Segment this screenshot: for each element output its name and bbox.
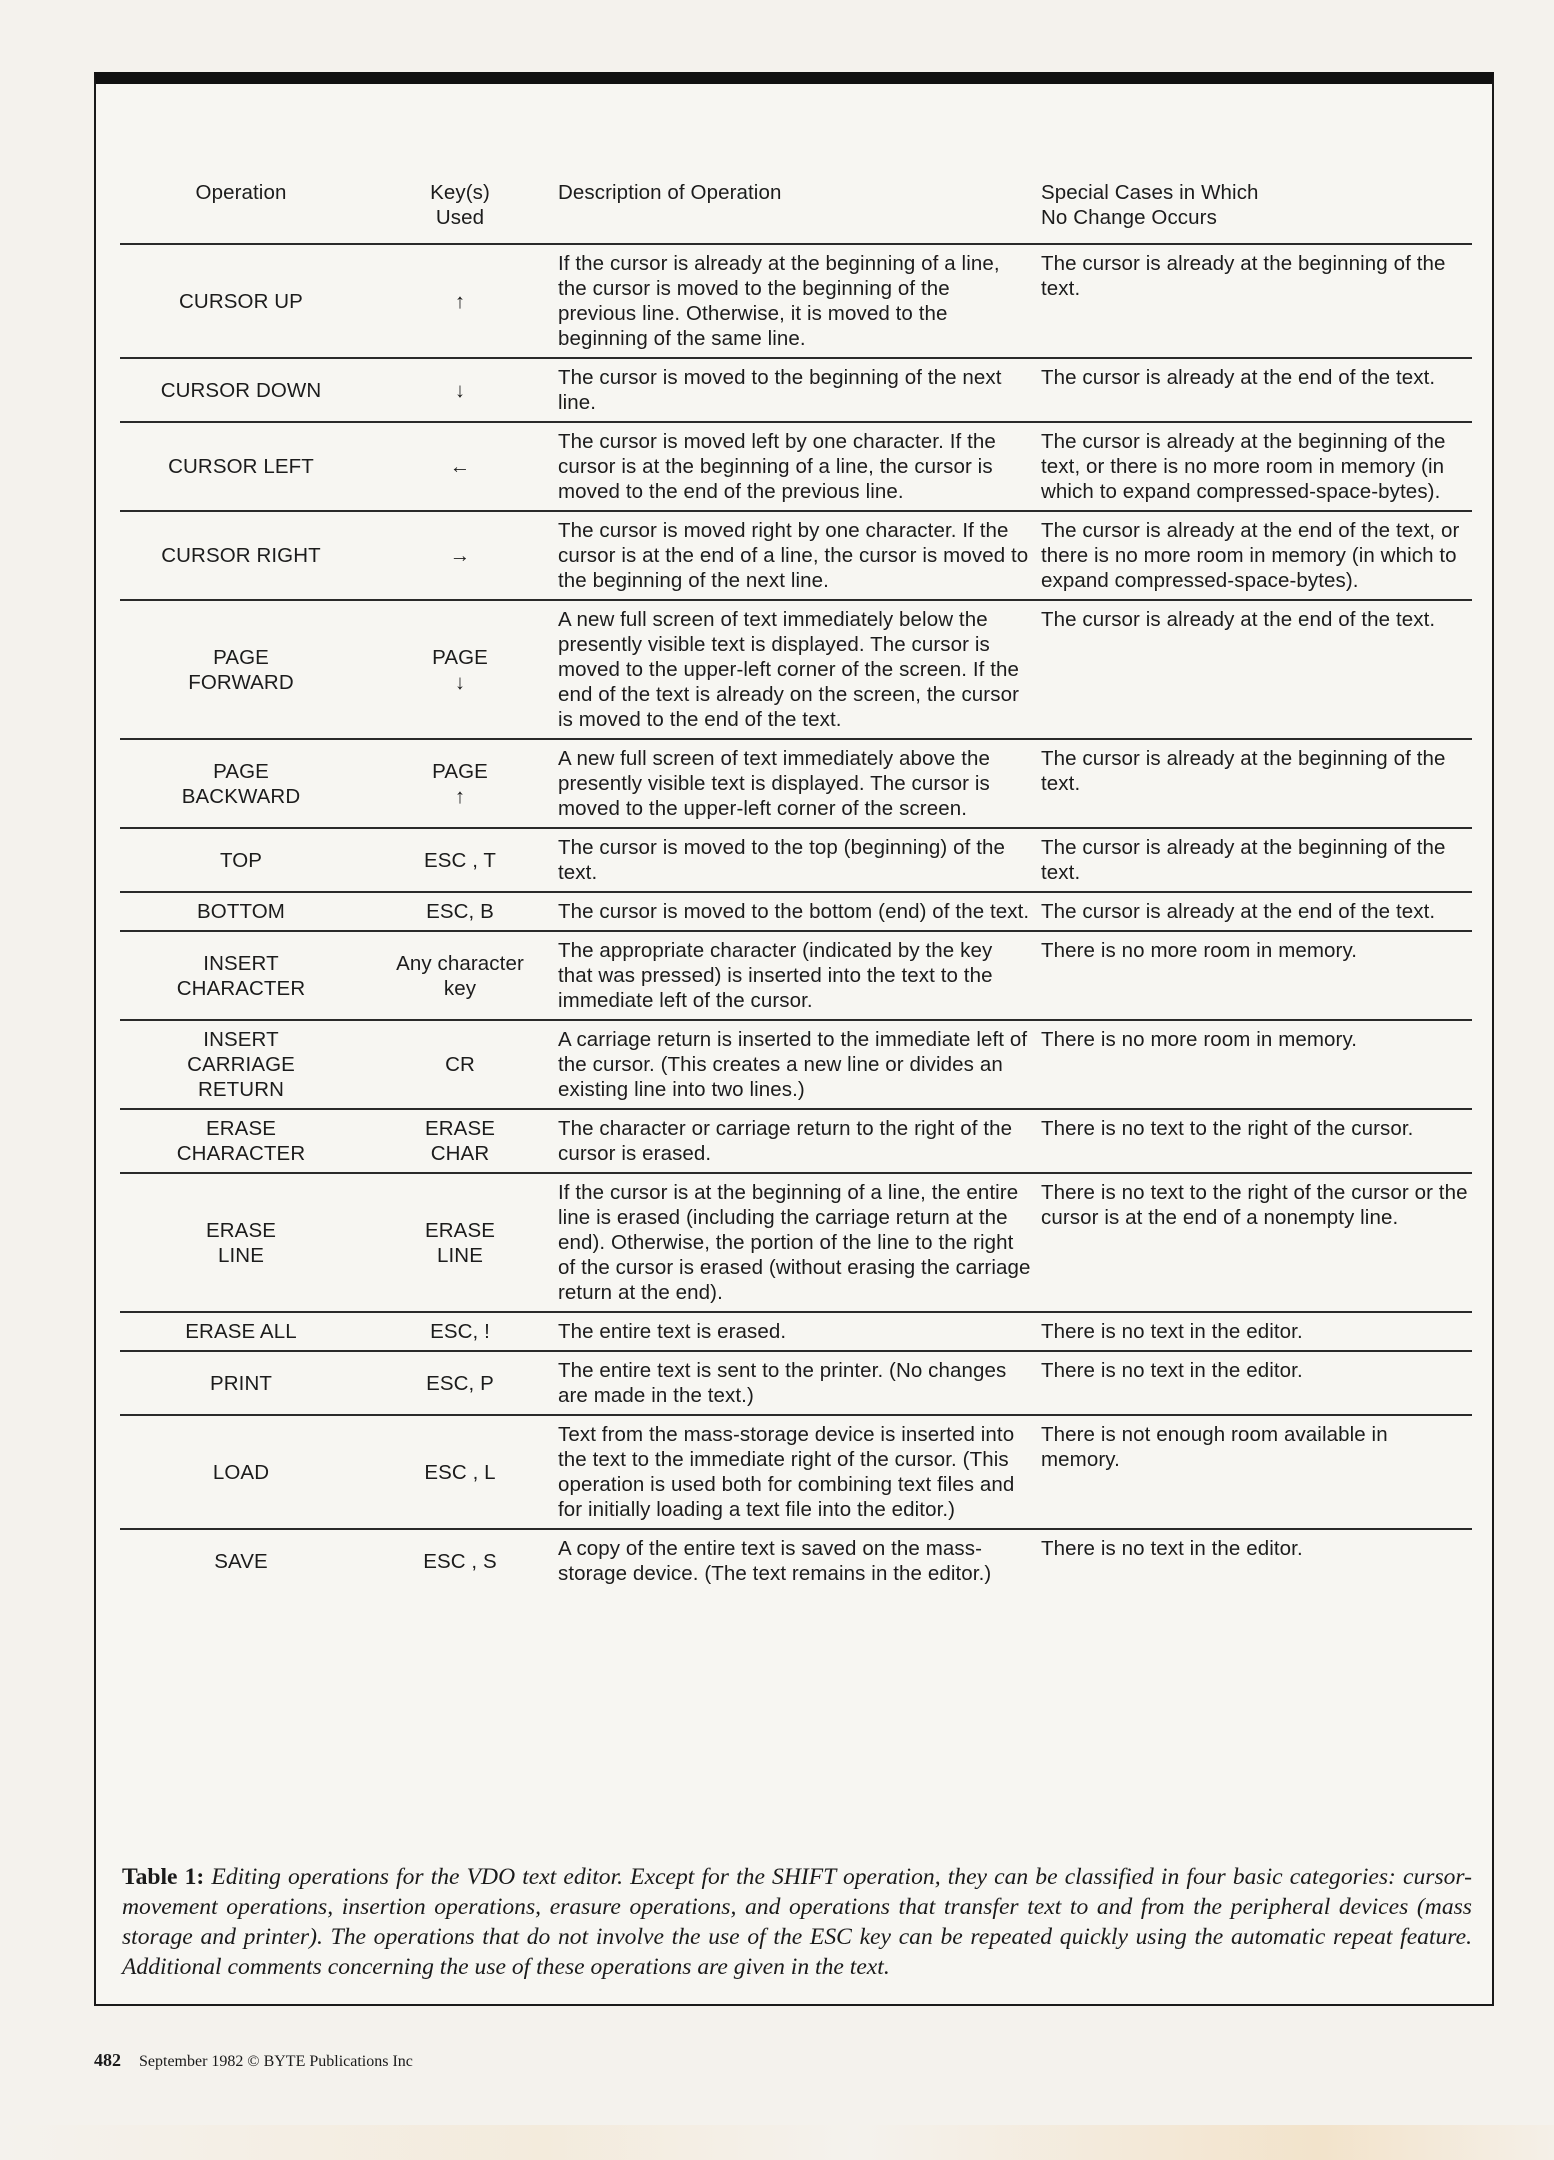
footer-credit: September 1982 © BYTE Publications Inc [139, 2053, 413, 2070]
special-case-cell: There is not enough room available in memory. [1041, 1415, 1472, 1529]
operation-cell: ERASE CHARACTER [120, 1109, 362, 1173]
special-case-cell: The cursor is already at the end of the text. [1041, 600, 1472, 739]
special-case-cell: There is no more room in memory. [1041, 1020, 1472, 1109]
keys-cell: ← [362, 422, 558, 511]
special-case-cell: The cursor is already at the beginning of the text, or there is no more room in memory (in which to expand compressed-space-bytes). [1041, 422, 1472, 511]
operation-cell: PAGE FORWARD [120, 600, 362, 739]
description-cell: A carriage return is inserted to the immediate left of the cursor. (This creates a new line or divides an existing line into two lines.) [558, 1020, 1041, 1109]
description-cell: The cursor is moved to the beginning of the next line. [558, 358, 1041, 422]
description-cell: If the cursor is at the beginning of a line, the entire line is erased (including the carriage return at the end). Otherwise, the portion of the line to the right of the cursor is erased (without erasing the carriage return at the end). [558, 1173, 1041, 1312]
special-case-cell: The cursor is already at the end of the text. [1041, 358, 1472, 422]
operation-cell: INSERT CARRIAGE RETURN [120, 1020, 362, 1109]
description-cell: If the cursor is already at the beginning of a line, the cursor is moved to the beginning of the previous line. Otherwise, it is moved to the beginning of the same line. [558, 244, 1041, 358]
page-number: 482 [94, 2050, 121, 2070]
table-row [120, 600, 1472, 739]
keys-cell: ERASE CHAR [362, 1109, 558, 1173]
special-case-cell: The cursor is already at the beginning of the text. [1041, 828, 1472, 892]
header-description: Description of Operation [558, 180, 1041, 244]
keys-cell: PAGE ↑ [362, 739, 558, 828]
description-cell: The entire text is erased. [558, 1312, 1041, 1351]
operations-table [120, 180, 1472, 1592]
special-case-cell: There is no text in the editor. [1041, 1537, 1303, 1560]
table-row [120, 1351, 1472, 1415]
description-cell: The character or carriage return to the right of the cursor is erased. [558, 1109, 1041, 1173]
operation-cell: CURSOR UP [120, 244, 362, 358]
table-header-row [120, 180, 1472, 244]
special-case-cell: There is no more room in memory. [1041, 931, 1472, 1020]
description-cell: The entire text is sent to the printer. (No changes are made in the text.) [558, 1351, 1041, 1415]
keys-cell: ESC, P [362, 1351, 558, 1415]
table-row [120, 1312, 1472, 1351]
keys-cell: ↓ [362, 358, 558, 422]
description-cell: Text from the mass-storage device is inserted into the text to the immediate right of the cursor. (This operation is used both for combining text files and for initially loading a text file into the editor.) [558, 1415, 1041, 1529]
keys-cell: → [362, 511, 558, 600]
keys-cell: ESC , L [362, 1415, 558, 1529]
description-cell: A new full screen of text immediately above the presently visible text is displayed. The cursor is moved to the upper-left corner of the screen. [558, 739, 1041, 828]
description-cell: The appropriate character (indicated by the key that was pressed) is inserted into the text to the immediate left of the cursor. [558, 931, 1041, 1020]
special-case-cell: The cursor is already at the beginning of the text. [1041, 244, 1472, 358]
table-row [120, 358, 1472, 422]
operation-cell: PRINT [120, 1351, 362, 1415]
operation-cell: CURSOR DOWN [120, 358, 362, 422]
operation-cell: CURSOR RIGHT [120, 511, 362, 600]
header-keys: Key(s) Used [362, 180, 558, 244]
keys-cell: PAGE ↓ [362, 600, 558, 739]
keys-cell: ESC , S [423, 1549, 497, 1573]
operation-cell: BOTTOM [120, 892, 362, 931]
operation-cell: TOP [120, 828, 362, 892]
operation-cell: CURSOR LEFT [120, 422, 362, 511]
table-row [120, 1173, 1472, 1312]
special-case-cell: The cursor is already at the beginning of the text. [1041, 739, 1472, 828]
keys-cell: ESC, ! [362, 1312, 558, 1351]
keys-cell: CR [362, 1020, 558, 1109]
operation-cell: LOAD [120, 1415, 362, 1529]
table-frame [94, 72, 1494, 2006]
special-case-cell: There is no text to the right of the cursor. [1041, 1109, 1472, 1173]
keys-cell: ESC , T [362, 828, 558, 892]
table-row [120, 1109, 1472, 1173]
table-row [120, 739, 1472, 828]
paper-edge-stain [0, 2125, 1554, 2160]
operation-cell: ERASE ALL [120, 1312, 362, 1351]
keys-cell: Any character key [362, 931, 558, 1020]
description-cell: The cursor is moved left by one character. If the cursor is at the beginning of a line, the cursor is moved to the end of the previous line. [558, 422, 1041, 511]
operation-cell: SAVE [214, 1549, 268, 1573]
description-cell: The cursor is moved to the bottom (end) of the text. [558, 892, 1041, 931]
keys-cell: ↑ [362, 244, 558, 358]
table-row [120, 828, 1472, 892]
table-row [120, 931, 1472, 1020]
page-footer [94, 2050, 413, 2071]
description-cell: The cursor is moved right by one character. If the cursor is at the end of a line, the cursor is moved to the beginning of the next line. [558, 511, 1041, 600]
special-case-cell: There is no text to the right of the cursor or the cursor is at the end of a nonempty line. [1041, 1173, 1472, 1312]
description-cell: The cursor is moved to the top (beginning) of the text. [558, 828, 1041, 892]
header-special-cases: Special Cases in Which No Change Occurs [1041, 180, 1472, 244]
table-row [120, 892, 1472, 931]
special-case-cell: The cursor is already at the end of the text. [1041, 892, 1472, 931]
table-row [120, 422, 1472, 511]
table-row [120, 511, 1472, 600]
operation-cell: INSERT CHARACTER [120, 931, 362, 1020]
table-row [120, 1529, 1472, 1592]
keys-cell: ESC, B [362, 892, 558, 931]
operation-cell: ERASE LINE [120, 1173, 362, 1312]
description-cell: A copy of the entire text is saved on the mass-storage device. (The text remains in the editor.) [558, 1537, 992, 1585]
caption-text: Editing operations for the VDO text editor. Except for the SHIFT operation, they can be classified in four basic categories: cursor-movement operations, insertion operations, erasure operations, and operations that transfer text to and from the peripheral devices (mass storage and printer). The operations that do not involve the use of the ESC key can be repeated quickly using the automatic repeat feature. Additional comments concerning the use of these operations are given in the text. [122, 1864, 1473, 1980]
table-row [120, 1415, 1472, 1529]
table-row [120, 1020, 1472, 1109]
special-case-cell: There is no text in the editor. [1041, 1312, 1472, 1351]
description-cell: A new full screen of text immediately below the presently visible text is displayed. The cursor is moved to the upper-left corner of the screen. If the end of the text is already on the screen, the cursor is moved to the end of the text. [558, 600, 1041, 739]
keys-cell: ERASE LINE [362, 1173, 558, 1312]
table-caption [122, 1862, 1472, 1982]
operation-cell: PAGE BACKWARD [120, 739, 362, 828]
header-operation: Operation [120, 180, 362, 244]
table-row [120, 244, 1472, 358]
special-case-cell: The cursor is already at the end of the text, or there is no more room in memory (in which to expand compressed-space-bytes). [1041, 511, 1472, 600]
caption-label: Table 1: [122, 1864, 205, 1890]
special-case-cell: There is no text in the editor. [1041, 1351, 1472, 1415]
